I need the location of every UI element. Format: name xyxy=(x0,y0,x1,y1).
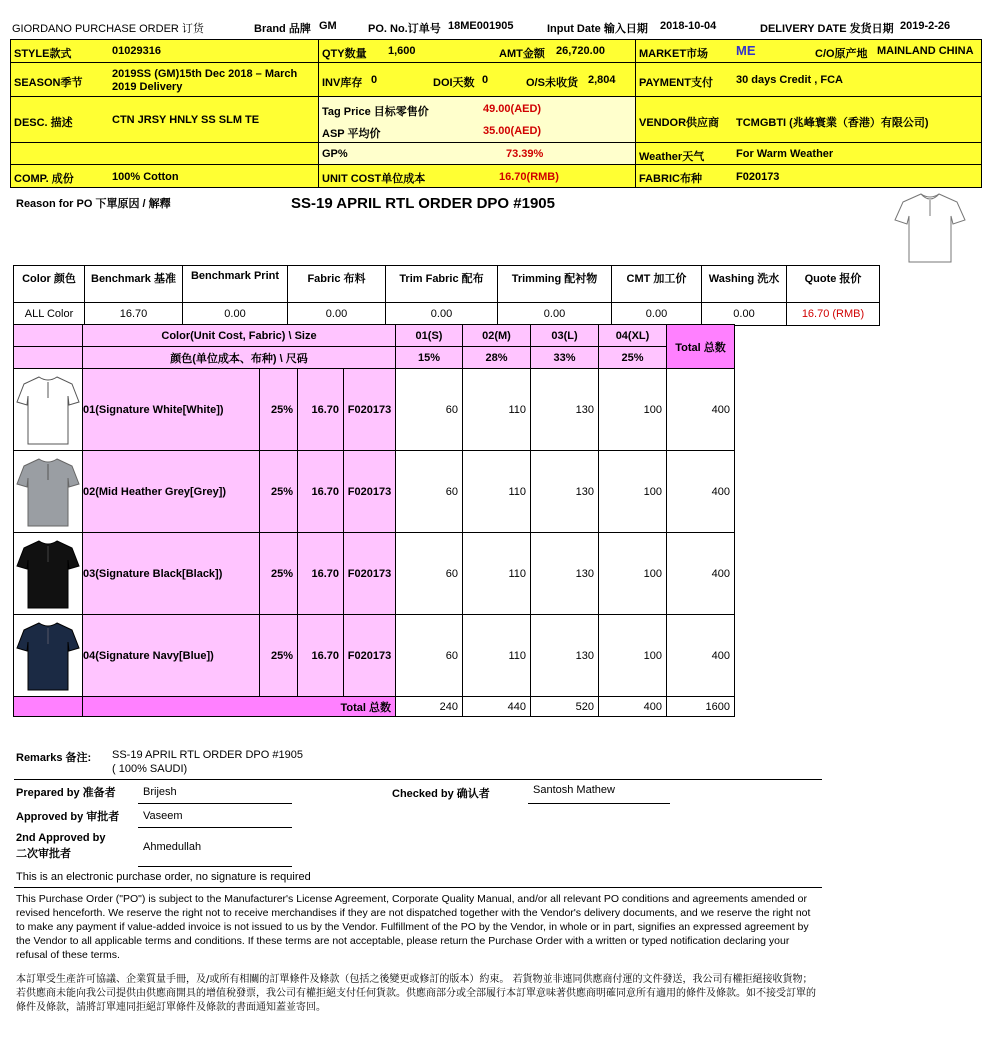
prepared-label: Prepared by 准备者 xyxy=(16,787,116,799)
approved2-label-line2: 二次审批者 xyxy=(16,848,71,860)
electronic-note: This is an electronic purchase order, no signature is required xyxy=(16,871,311,883)
remarks-label: Remarks 备注: xyxy=(16,752,92,764)
season-label: SEASON季节 xyxy=(14,77,83,89)
vendor-value: TCMGBTI (兆峰寰業（香港）有限公司) xyxy=(736,117,929,129)
delivery-date-label: DELIVERY DATE 发货日期 xyxy=(760,23,894,35)
po-title: GIORDANO PURCHASE ORDER 订货 xyxy=(12,23,204,35)
size-header: 04(XL) xyxy=(599,325,667,347)
desc-value: CTN JRSY HNLY SS SLM TE xyxy=(112,114,260,126)
size-table-head-cn: 颜色(单位成本、布种) \ 尺码 xyxy=(83,347,396,369)
inv-value: 0 xyxy=(371,74,378,86)
qty-cell: 100 xyxy=(599,369,667,451)
size-total: 400 xyxy=(599,697,667,717)
row-total: 400 xyxy=(667,451,735,533)
cost-value: 0.00 xyxy=(288,303,386,326)
color-cost: 16.70 xyxy=(298,369,344,451)
color-pct: 25% xyxy=(260,615,298,697)
shirt-thumbnail xyxy=(14,369,83,451)
color-fabric: F020173 xyxy=(344,451,396,533)
color-cost: 16.70 xyxy=(298,615,344,697)
cost-value: 0.00 xyxy=(498,303,612,326)
color-fabric: F020173 xyxy=(344,615,396,697)
qty-cell: 130 xyxy=(531,369,599,451)
vendor-label: VENDOR供应商 xyxy=(639,117,720,129)
garment-sketch xyxy=(893,190,968,268)
color-name: 03(Signature Black[Black]) xyxy=(83,533,260,615)
payment-label: PAYMENT支付 xyxy=(639,77,713,89)
qty-cell: 100 xyxy=(599,615,667,697)
size-ratio: 25% xyxy=(599,347,667,369)
approved2-label-line1: 2nd Approved by xyxy=(16,832,106,844)
qty-cell: 60 xyxy=(396,369,463,451)
cost-header: Benchmark Print xyxy=(183,266,288,303)
qty-cell: 110 xyxy=(463,369,531,451)
cost-header: Trimming 配衬物 xyxy=(498,266,612,303)
cost-value: ALL Color xyxy=(14,303,85,326)
color-cost: 16.70 xyxy=(298,533,344,615)
approved2-by: Ahmedullah xyxy=(143,841,202,853)
amt-label: AMT金额 xyxy=(499,48,545,60)
market-value: ME xyxy=(736,43,756,58)
cost-breakdown-table xyxy=(13,265,880,326)
grand-total: 1600 xyxy=(667,697,735,717)
row-total: 400 xyxy=(667,615,735,697)
delivery-date: 2019-2-26 xyxy=(900,20,951,32)
po-number: 18ME001905 xyxy=(448,20,514,32)
brand-label: Brand 品牌 xyxy=(254,23,311,35)
amt-value: 26,720.00 xyxy=(556,45,605,57)
qty-cell: 110 xyxy=(463,615,531,697)
gp-value: 73.39% xyxy=(506,148,544,160)
cost-value: 0.00 xyxy=(386,303,498,326)
qty-value: 1,600 xyxy=(388,45,416,57)
table-row xyxy=(14,615,735,697)
weather-label: Weather天气 xyxy=(639,151,705,163)
size-ratio: 33% xyxy=(531,347,599,369)
qty-cell: 100 xyxy=(599,451,667,533)
approved-by: Vaseem xyxy=(143,810,183,822)
style-label: STYLE款式 xyxy=(14,48,72,60)
color-name: 01(Signature White[White]) xyxy=(83,369,260,451)
shirt-thumbnail xyxy=(14,451,83,533)
quote-value: 16.70 (RMB) xyxy=(787,303,880,326)
qty-cell: 60 xyxy=(396,615,463,697)
size-header: 03(L) xyxy=(531,325,599,347)
brand-value: GM xyxy=(319,20,337,32)
qty-label: QTY数量 xyxy=(322,48,367,60)
table-row xyxy=(14,533,735,615)
size-total: 240 xyxy=(396,697,463,717)
inv-label: INV库存 xyxy=(322,77,363,89)
cost-value: 0.00 xyxy=(183,303,288,326)
desc-label: DESC. 描述 xyxy=(14,117,73,129)
remarks-line1: SS-19 APRIL RTL ORDER DPO #1905 xyxy=(112,749,303,761)
prepared-by: Brijesh xyxy=(143,786,177,798)
remarks-line2: ( 100% SAUDI) xyxy=(112,763,188,775)
qty-cell: 130 xyxy=(531,451,599,533)
tag-price-label: Tag Price 目标零售价 xyxy=(322,106,429,118)
color-name: 02(Mid Heather Grey[Grey]) xyxy=(83,451,260,533)
color-cost: 16.70 xyxy=(298,451,344,533)
shirt-thumbnail xyxy=(14,533,83,615)
size-table-head-en: Color(Unit Cost, Fabric) \ Size xyxy=(83,325,396,347)
size-ratio: 15% xyxy=(396,347,463,369)
input-date-label: Input Date 输入日期 xyxy=(547,23,648,35)
color-fabric: F020173 xyxy=(344,369,396,451)
tag-price-value: 49.00(AED) xyxy=(483,103,542,115)
total-header: Total 总数 xyxy=(667,325,735,369)
comp-label: COMP. 成份 xyxy=(14,173,74,185)
cost-header: Fabric 布料 xyxy=(288,266,386,303)
qty-cell: 60 xyxy=(396,451,463,533)
color-name: 04(Signature Navy[Blue]) xyxy=(83,615,260,697)
checked-by: Santosh Mathew xyxy=(533,784,615,796)
qty-cell: 110 xyxy=(463,533,531,615)
shirt-thumbnail xyxy=(14,615,83,697)
unit-cost-value: 16.70(RMB) xyxy=(499,171,559,183)
cost-value: 0.00 xyxy=(612,303,702,326)
asp-label: ASP 平均价 xyxy=(322,128,381,140)
cost-header: Benchmark 基准 xyxy=(85,266,183,303)
cost-header: Trim Fabric 配布 xyxy=(386,266,498,303)
size-breakdown-table xyxy=(13,324,735,717)
order-title: SS-19 APRIL RTL ORDER DPO #1905 xyxy=(291,195,555,212)
fabric-label: FABRIC布种 xyxy=(639,173,702,185)
size-ratio: 28% xyxy=(463,347,531,369)
doi-label: DOI天数 xyxy=(433,77,475,89)
weather-value: For Warm Weather xyxy=(736,148,834,160)
cost-header: Washing 洗水 xyxy=(702,266,787,303)
color-pct: 25% xyxy=(260,451,298,533)
qty-cell: 110 xyxy=(463,451,531,533)
approved-label: Approved by 审批者 xyxy=(16,811,120,823)
qty-cell: 130 xyxy=(531,615,599,697)
po-number-label: PO. No.订单号 xyxy=(368,23,441,35)
cost-value: 16.70 xyxy=(85,303,183,326)
reason-label: Reason for PO 下單原因 / 解釋 xyxy=(16,198,171,210)
fabric-value: F020173 xyxy=(736,171,780,183)
totals-label: Total 总数 xyxy=(83,697,396,717)
comp-value: 100% Cotton xyxy=(112,171,179,183)
color-pct: 25% xyxy=(260,533,298,615)
doi-value: 0 xyxy=(482,74,489,86)
size-total: 440 xyxy=(463,697,531,717)
size-header: 02(M) xyxy=(463,325,531,347)
totals-row xyxy=(14,697,735,717)
legal-text-cn: 本訂單受生產許可協議、企業質量手冊，及/或所有相關的訂單條件及條款（包括之後變更或修訂的版本）約束。 若貨物並非連同供應商付運的文件發送，我公司有權拒絕接收貨物；若供應商未能向我公司提供由供應商開具的增值稅發票，我公司有權拒絕支付任何貨款。供應商部分或全部履行本訂單意味著供應商明確同意所有適用的條件及條款。如不接受訂單的條件及條款，請將訂單連同拒絕訂單條件及條款的書面通知蓋並寄回。 xyxy=(16,974,816,1013)
checked-label: Checked by 确认者 xyxy=(392,788,490,800)
season-value-line2: 2019 Delivery xyxy=(112,81,183,93)
payment-value: 30 days Credit , FCA xyxy=(736,74,843,86)
table-row xyxy=(14,451,735,533)
input-date: 2018-10-04 xyxy=(660,20,717,32)
season-value-line1: 2019SS (GM)15th Dec 2018 – March xyxy=(112,68,298,80)
unit-cost-label: UNIT COST单位成本 xyxy=(322,173,426,185)
os-value: 2,804 xyxy=(588,74,616,86)
row-total: 400 xyxy=(667,369,735,451)
color-pct: 25% xyxy=(260,369,298,451)
cost-header: CMT 加工价 xyxy=(612,266,702,303)
market-label: MARKET市场 xyxy=(639,48,709,60)
color-fabric: F020173 xyxy=(344,533,396,615)
qty-cell: 100 xyxy=(599,533,667,615)
qty-cell: 60 xyxy=(396,533,463,615)
asp-value: 35.00(AED) xyxy=(483,125,542,137)
cost-header: Quote 报价 xyxy=(787,266,880,303)
os-label: O/S未收货 xyxy=(526,77,578,89)
style-value: 01029316 xyxy=(112,45,161,57)
qty-cell: 130 xyxy=(531,533,599,615)
cost-header: Color 颜色 xyxy=(14,266,85,303)
gp-label: GP% xyxy=(322,148,348,160)
table-row xyxy=(14,369,735,451)
size-total: 520 xyxy=(531,697,599,717)
row-total: 400 xyxy=(667,533,735,615)
size-header: 01(S) xyxy=(396,325,463,347)
co-label: C/O原产地 xyxy=(815,48,868,60)
legal-text-en: This Purchase Order ("PO") is subject to the Manufacturer's License Agreement, Corporate Quality Manual, and/or all relevant PO conditions and agreements amended or revised henceforth. We reserve the right not to receive merchandises if they are not dispatched together with the Vendor's delivery documents, and we reserve the right not to make any payment if value-added invoice is not issued to us by the Vendor. Fulfillment of the PO by the Vendor, in whole or in part, signifies an expressed agreement by the Vendor to all applicable terms and conditions. If these terms are not acceptable, please return the Purchase Order with a written or typed notification declaring your refusal of these terms. xyxy=(16,893,811,961)
co-value: MAINLAND CHINA xyxy=(877,45,974,57)
cost-value: 0.00 xyxy=(702,303,787,326)
